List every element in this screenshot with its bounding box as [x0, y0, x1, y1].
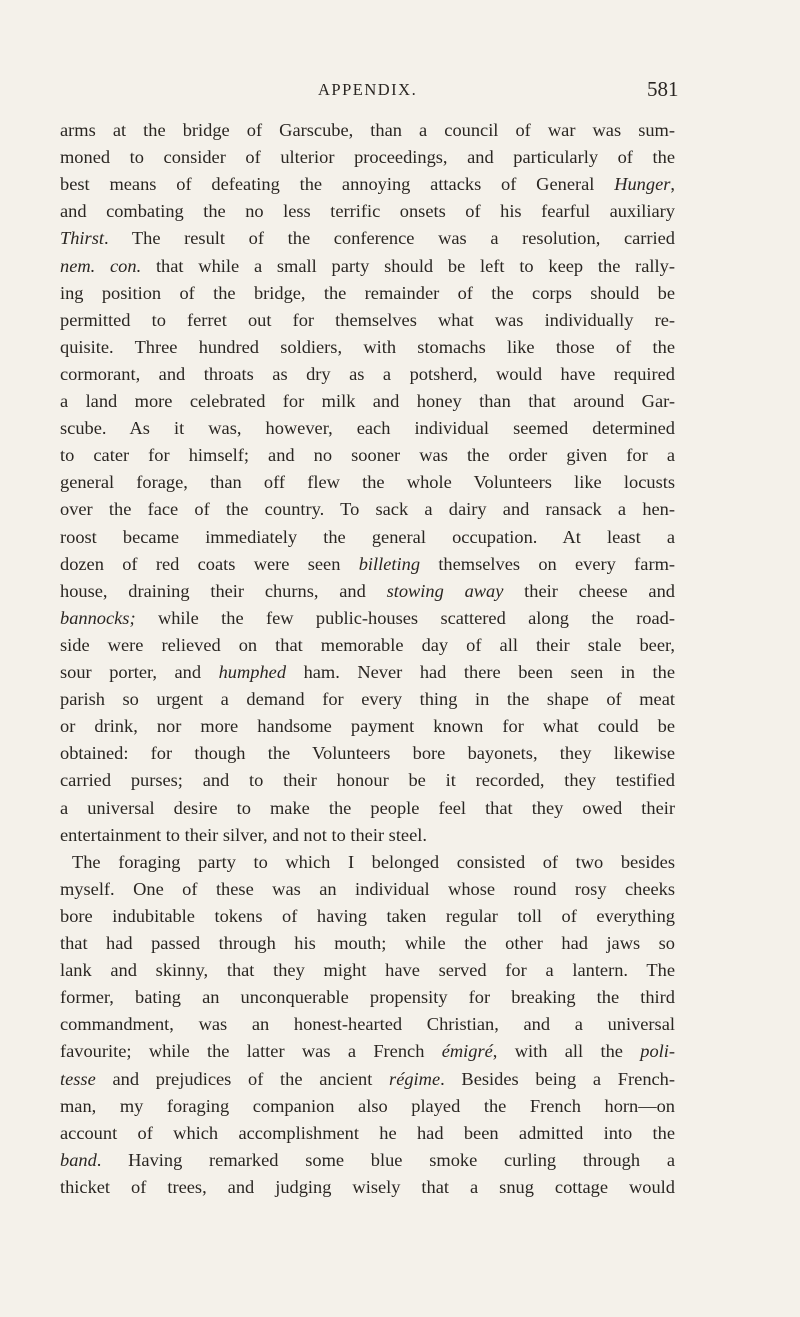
- text-run: over the face of the country. To sack a dairy and ransack a hen-: [60, 499, 675, 520]
- text-run: . The result of the conference was a resolution, carried: [103, 228, 675, 249]
- text-run: or drink, nor more handsome payment known for what could be: [60, 716, 675, 737]
- text-line: [60, 930, 675, 957]
- text-line: [60, 171, 675, 198]
- italic-run: Thirst: [60, 228, 104, 249]
- text-line: [60, 1011, 675, 1038]
- text-run: account of which accomplishment he had been admitted into the: [60, 1122, 675, 1143]
- text-run: while the few public-houses scattered along the road-: [135, 607, 675, 628]
- text-run: bore indubitable tokens of having taken regular toll of everything: [60, 905, 675, 926]
- text-line: [60, 632, 675, 659]
- text-run: obtained: for though the Volunteers bore bayonets, they likewise: [60, 743, 675, 764]
- text-run: general forage, than off flew the whole Volunteers like locusts: [60, 472, 675, 493]
- text-run: scube. As it was, however, each individual seemed determined: [60, 418, 675, 439]
- text-run: house, draining their churns, and: [60, 580, 387, 601]
- text-line: [60, 1038, 675, 1065]
- text-run: their cheese and: [503, 580, 675, 601]
- text-line: [60, 903, 675, 930]
- text-line: [60, 225, 675, 252]
- text-run: quisite. Three hundred soldiers, with stomachs like those of the: [60, 336, 675, 357]
- text-line: [60, 307, 675, 334]
- text-line: [60, 1174, 675, 1201]
- text-line: [60, 469, 675, 496]
- text-line: [60, 686, 675, 713]
- text-run: ing position of the bridge, the remainder of the corps should be: [60, 282, 675, 303]
- text-line: [60, 253, 675, 280]
- italic-run: band: [60, 1149, 97, 1170]
- italic-run: poli-: [640, 1041, 675, 1062]
- text-run: thicket of trees, and judging wisely that a snug cottage would: [60, 1176, 675, 1197]
- text-run: roost became immediately the general occupation. At least a: [60, 526, 675, 547]
- text-line: [60, 1147, 675, 1174]
- text-line: [60, 334, 675, 361]
- text-run: . Besides being a French-: [440, 1068, 675, 1089]
- italic-run: humphed: [218, 662, 287, 682]
- text-run: permitted to ferret out for themselves what was individually re-: [60, 309, 675, 330]
- text-line: [60, 388, 675, 415]
- text-run: former, bating an unconquerable propensity for breaking the third: [60, 987, 675, 1008]
- text-line: [60, 822, 675, 849]
- text-line: [60, 551, 675, 578]
- text-line: [60, 198, 675, 225]
- text-run: ,: [670, 174, 675, 195]
- text-line: [60, 117, 675, 144]
- text-run: that had passed through his mouth; while the other had jaws so: [60, 933, 675, 953]
- text-run: , with all the: [492, 1041, 641, 1062]
- text-run: ham. Never had there been seen in the: [286, 662, 675, 682]
- text-run: parish so urgent a demand for every thing in the shape of meat: [60, 689, 675, 710]
- text-run: entertainment to their silver, and not to their steel.: [60, 824, 427, 845]
- text-line: [60, 740, 675, 767]
- text-line: [60, 415, 675, 442]
- text-run: commandment, was an honest-hearted Christian, and a universal: [60, 1014, 675, 1035]
- text-line: [60, 496, 675, 523]
- text-line: [60, 578, 675, 605]
- text-run: and prejudices of the ancient: [95, 1068, 390, 1089]
- text-run: lank and skinny, that they might have served for a lantern. The: [60, 960, 675, 981]
- italic-run: billeting: [358, 553, 421, 574]
- text-line: [60, 144, 675, 171]
- text-run: favourite; while the latter was a French: [60, 1041, 442, 1062]
- text-line: [60, 795, 675, 822]
- text-run: best means of defeating the annoying attacks of General: [60, 174, 615, 195]
- text-line: [60, 1120, 675, 1147]
- italic-run: stowing away: [386, 580, 504, 601]
- text-run: dozen of red coats were seen: [60, 553, 359, 574]
- italic-run: émigré: [441, 1041, 493, 1062]
- text-run: a land more celebrated for milk and honey than that around Gar-: [60, 391, 675, 411]
- italic-run: bannocks;: [60, 607, 136, 628]
- running-head: APPENDIX.: [318, 80, 418, 99]
- text-line: [60, 442, 675, 469]
- text-run: sour porter, and: [60, 662, 219, 682]
- text-line: [60, 280, 675, 307]
- text-run: carried purses; and to their honour be it recorded, they testified: [60, 770, 675, 791]
- text-run: moned to consider of ulterior proceedings, and particularly of the: [60, 147, 675, 168]
- text-run: side were relieved on that memorable day of all their stale beer,: [60, 634, 675, 655]
- text-line: [60, 767, 675, 794]
- text-line: [60, 984, 675, 1011]
- text-run: The foraging party to which I belonged consisted of two besides: [72, 851, 675, 872]
- text-line: [60, 957, 675, 984]
- text-line: [60, 1066, 675, 1093]
- italic-run: Hunger: [614, 174, 671, 195]
- text-run: man, my foraging companion also played the French horn—on: [60, 1095, 675, 1116]
- text-run: to cater for himself; and no sooner was the order given for a: [60, 445, 675, 466]
- text-line: [60, 876, 675, 903]
- text-run: . Having remarked some blue smoke curling through a: [96, 1149, 675, 1170]
- text-line: [60, 361, 675, 388]
- text-line: [60, 605, 675, 632]
- text-line: [72, 849, 675, 876]
- text-line: [60, 713, 675, 740]
- italic-run: régime: [389, 1068, 441, 1089]
- text-run: themselves on every farm-: [420, 553, 675, 574]
- page-number: 581: [647, 77, 679, 101]
- text-run: arms at the bridge of Garscube, than a council of war was sum-: [60, 120, 675, 140]
- text-line: [60, 659, 675, 686]
- text-line: [60, 524, 675, 551]
- text-run: and combating the no less terrific onsets of his fearful auxiliary: [60, 201, 675, 222]
- italic-run: nem. con.: [60, 255, 142, 276]
- text-run: myself. One of these was an individual whose round rosy cheeks: [60, 878, 675, 899]
- text-run: that while a small party should be left to keep the rally-: [141, 255, 675, 276]
- text-run: a universal desire to make the people feel that they owed their: [60, 797, 675, 818]
- text-run: cormorant, and throats as dry as a potsherd, would have required: [60, 363, 675, 384]
- italic-run: tesse: [60, 1068, 96, 1089]
- text-line: [60, 1093, 675, 1120]
